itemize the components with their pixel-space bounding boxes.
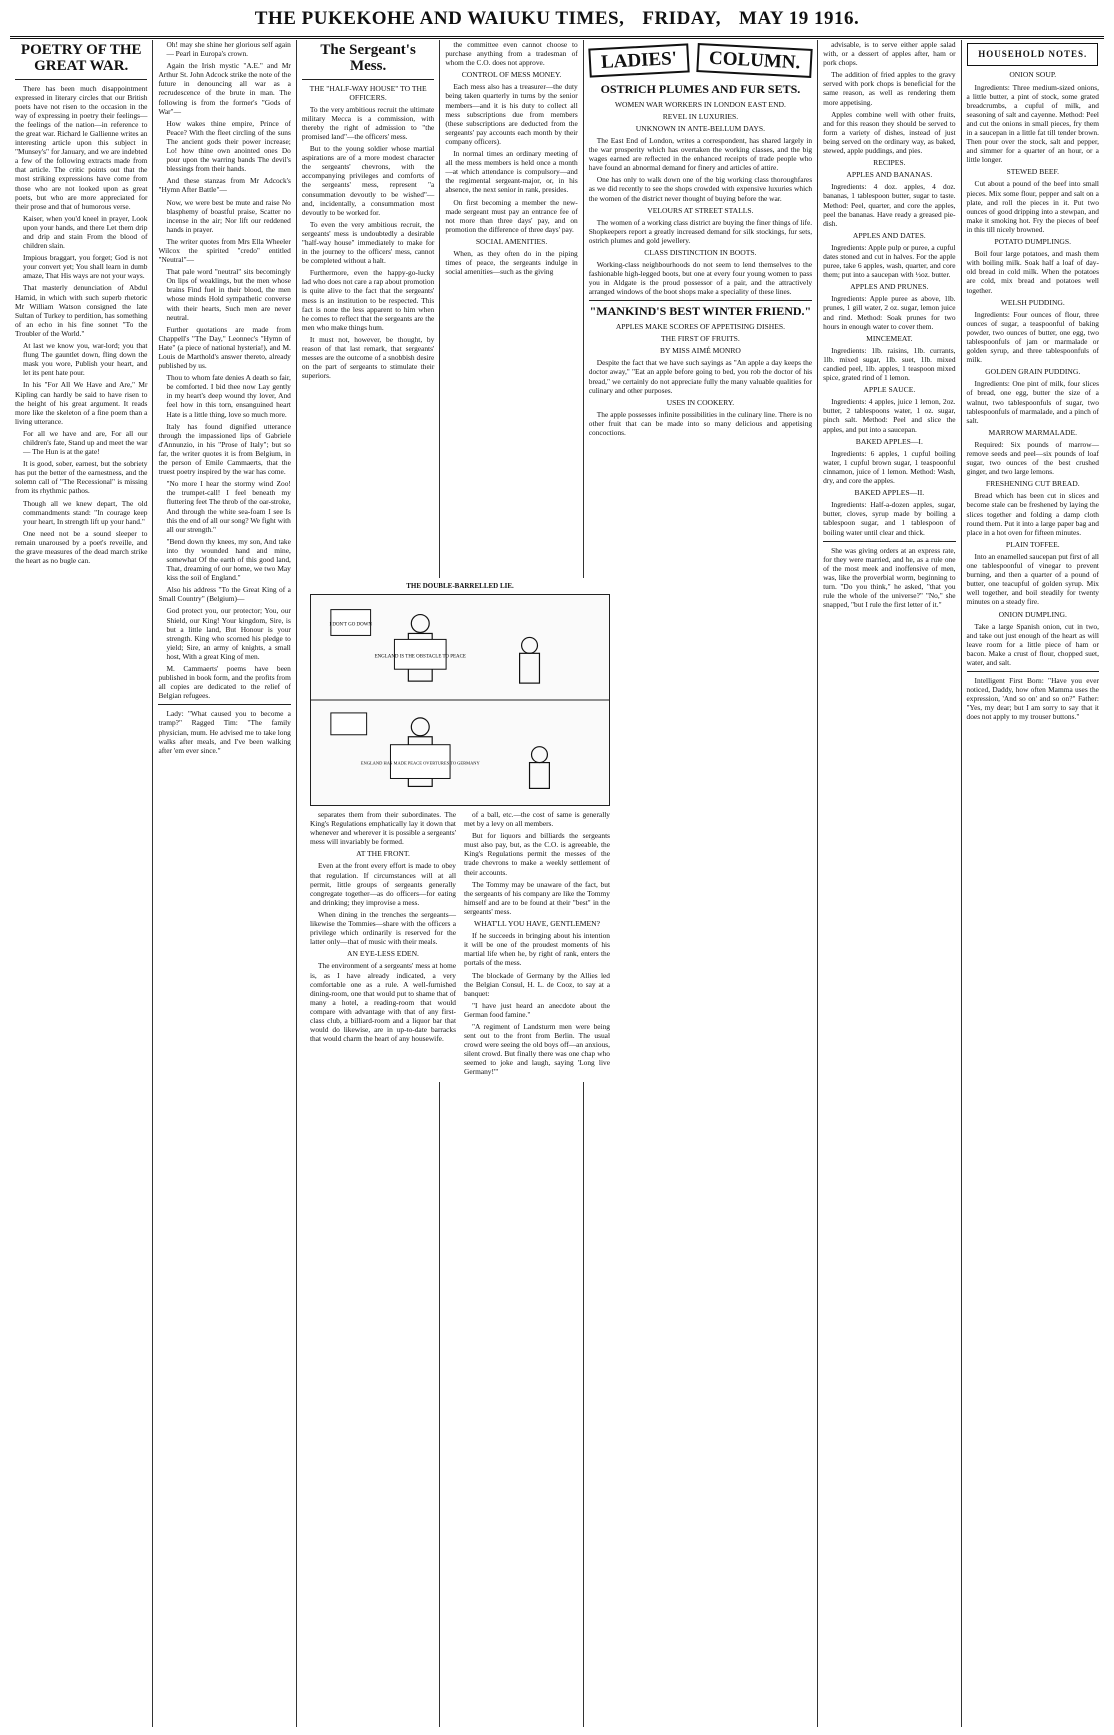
recipe-title: GOLDEN GRAIN PUDDING. [985,367,1081,377]
article-paragraph: The writer quotes from Mrs Ella Wheeler Wilcox the spirited "credo" entitled "Neutral"— [158,236,291,265]
verse: "No more I hear the stormy wind Zoo! the trumpet-call! I feel beneath my fluttering feet The throb of the oar-stroke, And through the white sea-foam I see Is this the end of all our song? We fight with all our strength." [166,479,291,534]
masthead-date: MAY 19 1916. [739,8,860,29]
household-headline-wrap [967,43,1099,66]
joke-paragraph: She was giving orders at an express rate, for they were married, and he, as a rule one of the most meek and inoffensive of men, was, like the proverbial worm, beginning to turn. "Do you think," he asked, "that you rule the whole of the universe?" "No," she snapped, "but I rule the first letter of it." [823,545,956,610]
verse: Oh! may she shine her glorious self again— Pearl in Europa's crown. [166,40,291,59]
apples-subhead: APPLES MAKE SCORES OF APPETISING DISHES. [615,322,786,332]
column-household [962,40,1104,1727]
recipe-title: PLAIN TOFFEE. [1005,539,1060,549]
column-recipes [818,40,961,1727]
article-paragraph: To the very ambitious recruit the ultimate military Mecca is a commission, with thereby the right of admission to "the promised land"—the officers' mess. [301,104,435,141]
verse: How wakes thine empire, Prince of Peace? With the fleet circling of the suns The ancient gods their power increase; Lo! how thine own anointed ones Do pour upon the warring bands The devil's blessings from their hands. [166,118,291,174]
ostrich-headline: OSTRICH PLUMES AND FUR SETS. [600,82,801,97]
verse: Kaiser, when you'd kneel in prayer, Look upon your hands, and there Let them drip and drip and stain From the blood of children slain. [23,213,148,251]
recipe-text: Ingredients: Half-a-dozen apples, sugar, butter, cloves, syrup made by boiling a tablespoon sugar, and 1 tablespoon of boiling water until clear and thick. [823,500,956,537]
recipes-heading: RECIPES. [873,158,906,168]
apples-byline: BY MISS AIMÉ MONRO [659,346,741,356]
article-paragraph: If he succeeds in bringing about his intention it will be one of the proudest moments of his martial life when he, by right of rank, enters the portals of the mess. [464,931,610,968]
column-poetry-continued [153,40,296,1727]
recipe-title: ONION DUMPLING. [998,609,1067,619]
recipe-title: FRESHENING CUT BREAD. [985,479,1080,489]
divider [823,541,955,542]
recipe-title: APPLES AND PRUNES. [850,282,929,292]
article-paragraph: When dining in the trenches the sergeants—likewise the Tommies—share with the officers a privilege which ordinarily is reserved for the latter only—that of music with their meals. [310,909,456,947]
ostrich-subhead: WOMEN WAR WORKERS IN LONDON EAST END. [614,99,786,109]
article-paragraph: The blockade of Germany by the Allies led the Belgian Consul, H. L. de Cooz, to say at a banquet: [464,970,610,998]
cartoon-block [310,578,610,1082]
article-paragraph: of a ball, etc.—the cost of same is generally met by a levy on all members. [464,810,610,829]
cartoon-lower-left [310,810,456,1080]
article-paragraph: The East End of London, writes a correspondent, has shared largely in the war prosperity which has overtaken the working classes, and the big wages earned are reflected in the enhanced receipts of trade people who have found an abnormal demand for finery and articles of attire. [588,135,813,173]
article-paragraph: It must not, however, be thought, by reason of that last remark, that sergeants' messes are the outcome of a snobbish desire on the part of sergeants to stimulate their superiors. [301,334,435,381]
masthead [10,8,1104,39]
ostrich-subhead: REVEL IN LUXURIES. [662,111,739,121]
joke-paragraph: Intelligent First Born: "Have you ever noticed, Daddy, how often Mamma uses the expression, 'And so on' and so on?" Father: "Yes, my dear; but I am sorry to say that it does not apply to my trouser buttons." [966,676,1099,722]
recipe-title: APPLE SAUCE. [863,385,916,395]
article-paragraph: One has only to walk down one of the big working class thoroughfares as we did recently to see the shops crowded with expensive luxuries which the women of the district never thought of buying before the war. [588,175,813,203]
article-paragraph: Again the Irish mystic "A.E." and Mr Arthur St. John Adcock strike the note of the future in denouncing all war as a recrudescence of the brute in man. The following is from the former's "Gods of War"— [158,61,291,116]
article-paragraph: That masterly denunciation of Abdul Hamid, in which with such superb rhetoric Mr William Watson consigned the late Sultan of Turkey to perdition, has something of an echo in his fine sonnet "To the Troubler of the World." [15,283,148,338]
verse: Thou to whom fate denies A death so fair, be comforted. I bid thee now Lay gently in my heart's deep wound thy lover, And feel how in this torn, ensanguined heart Hate is a little thing, love so much more. [166,373,291,419]
divider [967,671,1099,672]
verse: "Bend down thy knees, my son, And take into thy wounded hand and mine, somewhat Of the earth of this good land, That, dreaming of our home, we two May kiss the soil of England." [166,536,291,583]
recipe-text: Bread which has been cut in slices and become stale can be freshened by laying the slices together and folding a damp cloth round them. Put it into a large paper bag and place in a hot oven for fifteen minutes. [966,491,1099,537]
apples-headline: "MANKIND'S BEST WINTER FRIEND." [589,304,812,319]
column-poetry [10,40,153,1727]
recipe-title: BAKED APPLES—II. [854,488,925,498]
article-paragraph: The women of a working class district are buying the finer things of life. Shopkeepers report a greatly increased demand for silk stockings, fur sets, ostrich plumes and gold jewellery. [588,217,813,245]
cartoon-lower-right [464,810,610,1080]
ostrich-subhead: UNKNOWN IN ANTE-BELLUM DAYS. [635,123,766,133]
article-paragraph: The Tommy may be unaware of the fact, but the sergeants of his company are like the Tommy himself and are to be found at their "best" in the sergeants' mess. [464,879,610,916]
recipe-text: Ingredients: 6 apples, 1 cupful boiling water, 1 cupful brown sugar, 1 teaspoonful cinnamon, juice of 1 lemon. Method: Wash, dry, and core the apples. [823,448,956,486]
section-subhead: VELOURS AT STREET STALLS. [647,205,754,215]
article-paragraph: Italy has found dignified utterance through the impassioned lips of Gabriele d'Annunzio, in his "Prose of Italy"; but so far, the writer quotes it is from Belgium, in the person of Emile Cammaerts, that the truest poetry inspired by the war has come. [158,421,291,477]
article-paragraph: When, as they often do in the piping times of peace, the sergeants indulge in social amenities—such as the giving [445,248,578,277]
cartoon-title: THE DOUBLE-BARRELLED LIE. [406,582,514,590]
article-paragraph: Working-class neighbourhoods do not seem to lend themselves to the fashionable high-legged boots, but one at every four young women to pass you in Aldgate is the proud possessor of a pair, and the attractively arranged windows of the boot shops make a speciality of these lines. [588,260,813,297]
section-subhead: USES IN COOKERY. [666,397,735,407]
article-paragraph: On first becoming a member the new-made sergeant must pay an entrance fee of not more than three days' pay, and on promotion the difference of three days' pay. [445,197,578,234]
article-paragraph: In his "For All We Have and Are," Mr Kipling can hardly be said to have risen to the height of his great argument. It reads more like the skeleton of a fine poem than a living utterance. [15,380,148,426]
section-subhead: CONTROL OF MESS MONEY. [461,70,562,80]
verse: At last we know you, war-lord; you that flung The gauntlet down, fling down the mask you wore, Publish your heart, and let its pent hate pour. [23,341,148,378]
recipe-text: Ingredients: 1lb. raisins, 1lb. currants, 1lb. mixed sugar, 1lb. suet, 1lb. mixed candied peel, 1lb. apples, 1 teaspoon mixed spice, grated rind of 1 lemon. [823,345,956,383]
cartoon-illustration [310,594,610,806]
article-paragraph: "A regiment of Landsturm men were being sent out to the front from Berlin. The usual crowd were seeing the old boys off—an anxious, silent crowd. But finally there was one chap who seemed to joke and laugh, saying 'Long live Germany!'" [464,1021,610,1077]
article-paragraph: Even at the front every effort is made to obey that regulation. If circumstances will at all permit, little groups of sergeants generally congregate together—as do officers—for eating and drinking; they improvise a mess. [310,861,456,907]
verse: Impious braggart, you forget; God is not your convert yet; You shall learn in dumb amaze, That His ways are not your ways. [23,253,148,281]
household-headline: HOUSEHOLD NOTES. [967,43,1098,66]
recipe-text: Into an enamelled saucepan put first of all one tablespoonful of vinegar to prevent burning, and then a quarter of a pound of butter, one teacupful of golden syrup. Mix well together, and boil steadily for twenty minutes on a steady fire. [966,551,1099,607]
divider [15,79,147,80]
article-paragraph: Despite the fact that we have such sayings as "An apple a day keeps the doctor away," "Eat an apple before going to bed, you rob the doctor of his bread," we certainly do not appreciate fully the many valuable qualities for culinary and other purposes. [588,358,813,395]
sergeants-headline: The Sergeant's Mess. [320,42,416,74]
recipe-title: MINCEMEAT. [866,333,913,343]
recipe-title: APPLES AND DATES. [852,230,926,240]
article-paragraph: separates them from their subordinates. The King's Regulations emphatically lay it down that whenever and wherever it is possible a sergeants' mess will invariably be formed. [310,810,456,847]
section-subhead: WHAT'LL YOU HAVE, GENTLEMEN? [474,919,600,929]
article-paragraph: But to the young soldier whose martial aspirations are of a more modest character the sergeants' chevrons, with the accompanying privileges and comforts of the sergeants' mess, represent "a consummation devoutly to be wished"—and, incidentally, a consummation most devoutly to be worked for. [301,144,435,217]
article-paragraph: Also his address "To the Great King of a Small Country" (Belgium)— [158,585,291,604]
cartoon-label-upper: ENGLAND IS THE OBSTACLE TO PEACE [374,654,466,660]
article-paragraph: M. Cammaerts' poems have been published in book form, and the profits from all copies are dedicated to the relief of Belgian refugees. [158,664,291,701]
recipe-text: Take a large Spanish onion, cut in two, and take out just enough of the heart as will leave room for a little piece of ham or bacon. Make a crust of flour, chopped suet, water, and salt. [966,621,1099,667]
article-paragraph: The environment of a sergeants' mess at home is, as I have already indicated, a very comfortable one as a rule. A well-furnished dining-room, one that would put to shame that of many a hotel, a reading-room that would compare with advantage with that of any first-class club, a billiard-room and a liquor bar that would do likewise, are in up-to-date barracks that would charm the heart of any housewife. [310,961,456,1044]
recipe-title: POTATO DUMPLINGS. [994,237,1071,247]
recipe-title: WELSH PUDDING. [1000,297,1065,307]
recipe-title: MARROW MARMALADE. [988,427,1077,437]
recipe-title: ONION SOUP. [1009,70,1057,80]
verse: For all we have and are, For all our children's fate, Stand up and meet the war— The Hun is at the gate! [23,428,148,457]
article-paragraph: In normal times an ordinary meeting of all the mess members is held once a month—at which attendance is compulsory—and the regimental sergeant-major, or, in his absence, the next senior in rank, presides. [445,149,578,195]
article-paragraph: "I have just heard an anecdote about the German food famine." [464,1000,610,1019]
recipe-text: Ingredients: Four ounces of flour, three ounces of sugar, a teaspoonful of baking powder, two ounces of butter, one egg, two tablespoonfuls of jam or marmalade or golden syrup, and three tablespoonfuls of milk. [966,309,1099,365]
cartoon-label-sign: I DON'T GO DOWN [329,622,372,628]
sergeants-subhead: THE "HALF-WAY HOUSE" TO THE OFFICERS. [309,83,427,102]
ladies-word: LADIES' [588,43,689,77]
masthead-title: THE PUKEKOHE AND WAIUKU TIMES, [254,8,625,29]
recipe-title: STEWED BEEF. [1006,167,1060,177]
apples-subhead: THE FIRST OF FRUITS. [661,334,740,344]
section-subhead: SOCIAL AMENITIES. [475,236,548,246]
recipe-title: BAKED APPLES—I. [855,436,923,446]
article-paragraph: It is good, sober, earnest, but the sobriety has put the better of the earnestness, and the solemn call of "The Recessional" is missing from its rhythmic pathos. [15,459,148,496]
cartoon-label-lower: ENGLAND HAS MADE PEACE OVERTURES TO GERMANY [360,760,480,766]
recipe-text: Required: Six pounds of marrow—remove seeds and peel—six pounds of loaf sugar, two ounces of the best crushed ginger, and two large lemons. [966,439,1099,477]
column-ladies [584,40,818,1727]
recipe-title: APPLES AND BANANAS. [846,170,933,180]
article-paragraph: But for liquors and billiards the sergeants must also pay, but, as the C.O. is agreeable, the King's Regulations permit the messes of the trade chevrons to make a weekly settlement of their accounts. [464,831,610,877]
article-paragraph: There has been much disappointment expressed in literary circles that our British poets have not risen to the occasion in the way of expressing in poetry their feelings—the feelings of the nation—in reference to the great war. Richard le Gallienne writes an interesting article upon this subject in "Munsey's" for January, and we are indebted a few of the following extracts made from that article. The critic points out that the most striking expressions have come from those who are not looked upon as great poets, but who are more appreciated for their prose and that of humorous verse. [15,83,148,211]
joke-paragraph: Lady: "What caused you to become a tramp?" Ragged Tim: "The family physician, mum. He advised me to take long walks after meals, and I've been walking after 'em ever since." [158,709,291,755]
verse: Though all we knew depart, The old commandments stand: "In courage keep your heart, In strength lift up your hand." [23,498,148,526]
article-paragraph: One need not be a sound sleeper to remain unaroused by a poet's reveille, and the grave measures of the dead march strike the heart as no bugle can. [15,528,148,566]
divider [589,300,812,301]
divider [158,704,290,705]
masthead-day: FRIDAY, [642,8,722,29]
recipe-text: Cut about a pound of the beef into small pieces. Mix some flour, pepper and salt on a plate, and roll the pieces in it. Put two ounces of good dripping into a stewpan, and make it smoking hot. Fry the pieces of beef in this till nicely browned. [966,179,1099,234]
article-paragraph: To even the very ambitious recruit, the sergeants' mess is undoubtedly a desirable "half-way house" immediately to make for in the journey to the officers' mess, cannot be completed without a halt. [301,219,435,266]
recipe-text: Ingredients: Apple puree as above, 1lb. prunes, 1 gill water, 2 oz. sugar, lemon juice and rind. Method: Soak prunes for two hours in enough water to cover them. [823,294,956,331]
recipe-text: Ingredients: One pint of milk, four slices of bread, one egg, butter the size of a walnut, two tablespoonfuls of sugar, two tablespoonfuls of marmalade, and a pinch of salt. [966,379,1099,425]
article-paragraph: advisable, is to serve either apple salad with, or a dessert of apples after, ham or pork chops. [823,40,956,68]
section-subhead: CLASS DISTINCTION IN BOOTS. [644,248,757,257]
poetry-headline: POETRY OF THE GREAT WAR. [20,42,142,74]
divider [302,79,434,80]
verse: That pale word "neutral" sits becomingly On lips of weaklings, but the men whose brains Find fuel in their blood, the men whose minds Hold sympathetic converse with their hearts, Such men are never neutral. [166,267,291,322]
article-paragraph: Apples combine well with other fruits, and for this reason they should be served to form a variety of dishes, instead of just being served on the ordinary way, as baked, stewed, apple puddings, and pies. [823,109,956,156]
recipe-text: Ingredients: Apple pulp or puree, a cupful dates stoned and cut in halves. For the apple puree, take 6 apples, wash, quarter, and core them; put into a saucepan with ½oz. butter. [823,242,956,280]
article-paragraph: The addition of fried apples to the gravy served with pork chops is beneficial for the same reason, as well as rendering them more appetising. [823,70,956,107]
recipe-text: Ingredients: 4 apples, juice 1 lemon, 2oz. butter, 2 tablespoons water, 1 oz. sugar, pinch salt. Method: Peel and slice the apples, and put into a saucepan. [823,397,956,434]
article-paragraph: And these stanzas from Mr Adcock's "Hymn After Battle"— [158,176,291,195]
cartoon-drawing [311,595,609,805]
article-paragraph: Furthermore, even the happy-go-lucky lad who does not care a rap about promotion is quite alive to the fact that the sergeants' mess is an institution to be respected. This fact is none the less apparent to him when he comes to reflect that the sergeants are the men who make things hum. [301,268,435,332]
verse: Now, we were best be mute and raise No blasphemy of boastful praise, Scatter no incense in the air; Nor lift our reddened hands in prayer. [166,197,291,234]
recipe-text: Ingredients: Three medium-sized onions, a little butter, a pint of stock, some grated breadcrumbs, a cupful of milk, and seasoning of salt and cayenne. Method: Peel and cut the onions in small pieces, fry them in a saucepan in a little fat till tender brown. Then pour over the stock, salt and pepper, and simmer for a quarter of an hour, or a little longer. [966,82,1099,165]
article-paragraph: the committee even cannot choose to purchase anything from a tradesman of whom the C.O. does not approve. [445,40,578,68]
section-subhead: AN EYE-LESS EDEN. [347,949,419,959]
article-paragraph: The apple possesses infinite possibilities in the culinary line. There is no other fruit that can be made into so many delicious and appetising concoctions. [588,409,813,437]
article-paragraph: Further quotations are made from Chappell's "The Day," Leonnec's "Hymn of Hate" (a piece of national hysteria!), and M. Louis de Marthold's answer thereto, already published by us. [158,324,291,371]
section-subhead: AT THE FRONT. [356,849,410,859]
verse: God protect you, our protector; You, our Shield, our King! Your kingdom, Sire, is but a little land, But Honour is your strength. King who scorned his pledge to yield; Sire, an army of knights, a small host, With a great King of men. [166,606,291,661]
article-paragraph: Each mess also has a treasurer—the duty being taken quarterly in turns by the senior members—and it is his duty to collect all mess subscriptions due from members (these subscriptions are deducted from the sergeants' pay accounts each month by their company officers). [445,82,578,146]
recipe-text: Ingredients: 4 doz. apples, 4 doz. bananas, 1 tablespoon butter, sugar to taste. Method: Peel, quarter, and core the apples, peel the bananas. Have ready a greased pie-dish. [823,182,956,228]
recipe-text: Boil four large potatoes, and mash them with boiling milk. Soak half a loaf of day-old bread in cold milk. When the potatoes are cold, mix bread and potatoes well together. [966,249,1099,295]
ladies-column-banner [589,46,812,75]
column-word: COLUMN. [696,43,813,78]
